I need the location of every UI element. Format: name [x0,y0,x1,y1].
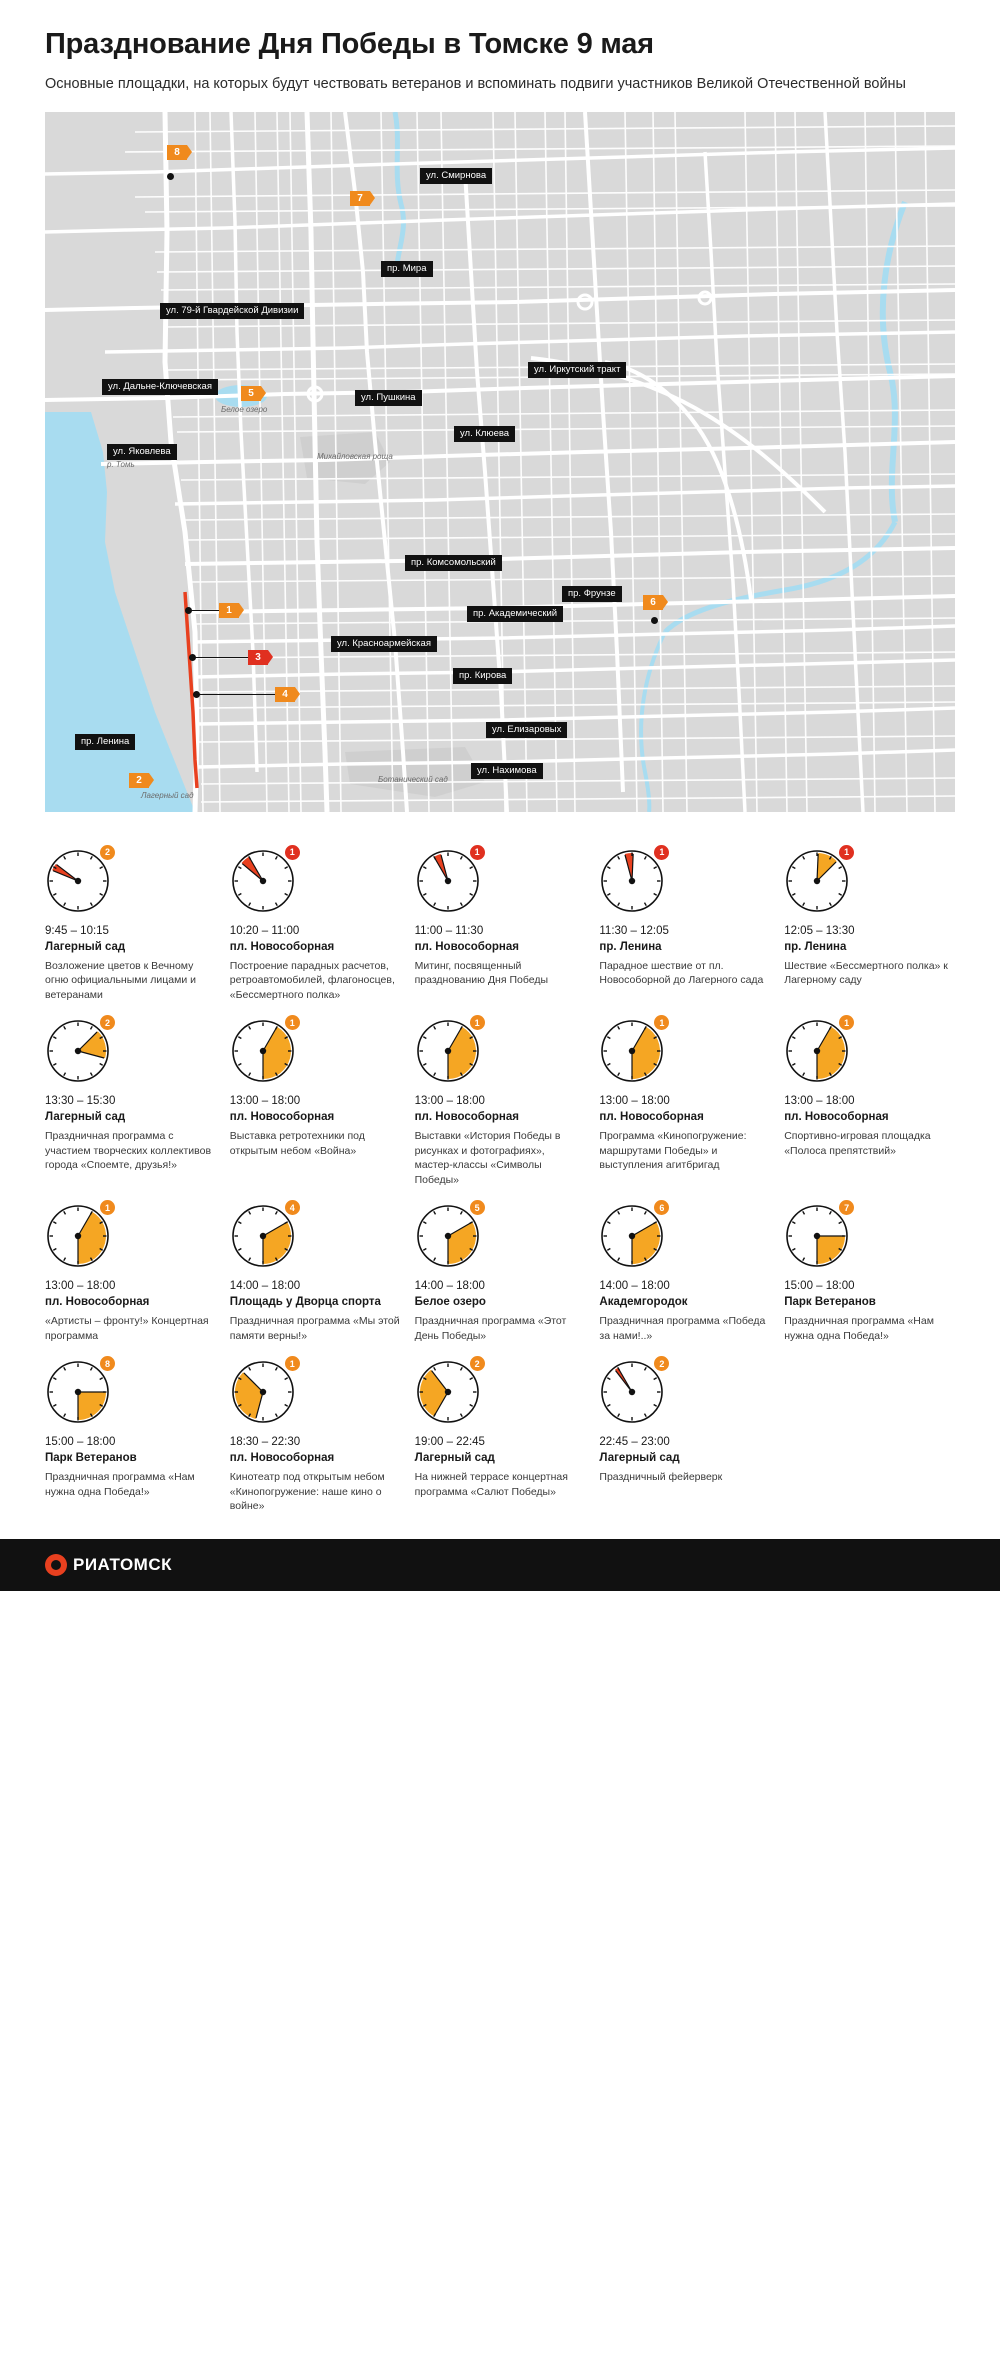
map-label: пр. Кирова [453,668,512,684]
event-location-badge: 1 [839,1015,854,1030]
event-clock [415,1359,481,1425]
map-label: пр. Академический [467,606,563,622]
event-time: 13:30 – 15:30 [45,1095,116,1108]
clock-face-icon [784,1203,850,1269]
map-label: ул. Яковлева [107,444,177,460]
event-description: Возложение цветов к Вечному огню официальными лицами и ветеранами [45,959,196,1001]
event-place: Академгородок [599,1296,688,1309]
event-description: Праздничный фейерверк [599,1471,723,1484]
event-place: пл. Новособорная [784,1111,889,1124]
page-title: Празднование Дня Победы в Томске 9 мая [45,28,654,60]
event-time: 15:00 – 18:00 [784,1280,855,1293]
event-location-badge: 1 [470,1015,485,1030]
event-location-badge: 1 [285,1015,300,1030]
clock-face-icon [45,848,111,914]
event-time: 22:45 – 23:00 [599,1436,670,1449]
clock-face-icon [599,1203,665,1269]
event-card [45,1004,216,1187]
event-clock [599,1203,665,1269]
event-description: Шествие «Бессмертного полка» к Лагерному саду [784,959,948,987]
event-description: Праздничная программа «Нам нужна одна Победа!» [45,1471,195,1498]
event-description: Кинотеатр под открытым небом «Кинопогружение: наше кино о войне» [229,1471,385,1512]
event-location-badge: 1 [285,845,300,860]
event-time: 11:30 – 12:05 [599,924,669,937]
event-description: Праздничная программа «Нам нужна одна Победа!» [784,1315,934,1342]
clock-face-icon [45,1203,111,1269]
event-time: 14:00 – 18:00 [599,1280,670,1293]
event-time: 13:00 – 18:00 [414,1095,485,1108]
map-label: ул. Дальне-Ключевская [102,379,218,395]
clock-face-icon [230,1203,296,1269]
event-description: Спортивно-игровая площадка «Полоса препятствий» [784,1130,931,1157]
event-card [784,834,955,1002]
event-card [230,1345,401,1513]
event-description: Парадное шествие от пл. Новособорной до Лагерного сада [599,959,764,987]
map-place-name: Ботанический сад [378,774,448,784]
event-location-badge: 8 [100,1356,115,1371]
ria-tomsk-logo[interactable] [45,1554,172,1576]
map-label: ул. Красноармейская [331,636,437,652]
event-clock [784,1203,850,1269]
clock-face-icon [415,1359,481,1425]
clock-face-icon [230,848,296,914]
map-dot [651,617,658,624]
event-schedule-grid [45,834,955,1514]
event-time: 19:00 – 22:45 [414,1436,485,1449]
event-place: пр. Ленина [599,940,662,953]
event-clock [415,1018,481,1084]
map-place-name: Белое озеро [221,404,268,414]
map-label: ул. Нахимова [471,763,543,779]
map-connector [193,657,249,658]
event-description: Построение парадных расчетов, ретроавтомобилей, флагоносцев, «Бессмертного полка» [229,959,395,1001]
event-clock [230,1018,296,1084]
event-clock [415,1203,481,1269]
event-card [230,1189,401,1343]
event-clock [45,1018,111,1084]
event-clock [599,848,665,914]
event-clock [599,1018,665,1084]
event-place: пл. Новособорная [229,1452,335,1465]
event-place: Лагерный сад [45,940,126,953]
event-place: Лагерный сад [599,1452,680,1465]
event-location-badge: 1 [654,845,669,860]
event-time: 18:30 – 22:30 [229,1436,301,1449]
event-location-badge: 1 [654,1015,669,1030]
event-location-badge: 7 [839,1200,854,1215]
map-place-name: р. Томь [107,459,135,469]
logo-text: РИАТОМСК [73,1555,172,1575]
map-marker-1[interactable]: 1 [219,603,239,618]
event-card [230,834,401,1002]
event-clock [784,1018,850,1084]
map-place-name: Лагерный сад [141,790,194,800]
event-place: пр. Ленина [784,940,847,953]
event-location-badge: 1 [839,845,854,860]
event-location-badge: 1 [470,845,485,860]
event-clock [230,1203,296,1269]
event-card [415,1345,586,1513]
event-place: пл. Новособорная [414,940,519,953]
event-clock [784,848,850,914]
map-label: пр. Фрунзе [562,586,622,602]
clock-face-icon [415,1018,481,1084]
event-time: 14:00 – 18:00 [229,1280,301,1293]
event-time: 11:00 – 11:30 [414,924,484,937]
clock-face-icon [599,1018,665,1084]
event-place: пл. Новособорная [229,1111,335,1124]
event-time: 15:00 – 18:00 [45,1436,116,1449]
event-time: 13:00 – 18:00 [599,1095,670,1108]
event-description: Праздничная программа «Победа за нами!..» [599,1315,766,1342]
event-place: пл. Новособорная [599,1111,704,1124]
event-card [230,1004,401,1187]
event-card [599,1345,770,1513]
event-description: Митинг, посвященный празднованию Дня Победы [414,959,549,987]
event-location-badge: 2 [100,1015,115,1030]
clock-face-icon [230,1018,296,1084]
header [45,0,955,95]
map-label: пр. Ленина [75,734,135,750]
map-marker-6[interactable]: 6 [643,595,663,610]
event-location-badge: 5 [470,1200,485,1215]
event-description: Выставка ретротехники под открытым небом «Война» [229,1130,365,1157]
map-label: ул. Елизаровых [486,722,567,738]
map-place-name: Михайловская роща [317,451,393,461]
map-marker-8[interactable]: 8 [167,145,187,160]
event-location-badge: 6 [654,1200,669,1215]
event-place: пл. Новособорная [229,940,335,953]
event-description: «Артисты – фронту!» Концертная программа [45,1315,209,1342]
map-label: ул. Иркутский тракт [528,362,626,378]
event-description: Праздничная программа с участием творческих коллективов города «Споемте, друзья!» [45,1130,212,1172]
clock-face-icon [415,1203,481,1269]
clock-face-icon [45,1018,111,1084]
event-card [45,1189,216,1343]
event-time: 14:00 – 18:00 [414,1280,485,1293]
event-time: 13:00 – 18:00 [784,1095,855,1108]
map-marker-4[interactable]: 4 [275,687,295,702]
map-label: ул. Клюева [454,426,515,442]
logo-mark-icon [45,1554,67,1576]
event-place: пл. Новособорная [414,1111,519,1124]
event-description: Праздничная программа «Этот День Победы» [414,1315,567,1342]
map-connector [189,610,221,611]
event-card [599,1004,770,1187]
clock-face-icon [415,848,481,914]
event-card [784,1189,955,1343]
map-graphics [45,112,955,812]
clock-face-icon [230,1359,296,1425]
event-time: 12:05 – 13:30 [784,924,855,937]
event-clock [45,1359,111,1425]
event-description: Программа «Кинопогружение: маршрутами Победы» и выступления агитбригад [599,1130,747,1172]
footer [0,1539,1000,1591]
clock-face-icon [45,1359,111,1425]
event-card [45,1345,216,1513]
map-connector [197,694,277,695]
map-label: ул. Смирнова [420,168,492,184]
event-place: Белое озеро [414,1296,486,1309]
clock-face-icon [784,1018,850,1084]
event-description: Выставки «История Победы в рисунках и фотографиях», мастер-классы «Символы Победы» [414,1130,561,1186]
map-dot [167,173,174,180]
event-card [415,1189,586,1343]
event-place: Лагерный сад [45,1111,126,1124]
map-marker-7[interactable]: 7 [350,191,370,206]
map-marker-2[interactable]: 2 [129,773,149,788]
event-card [599,1189,770,1343]
event-clock [415,848,481,914]
event-clock [230,848,296,914]
page-subtitle: Основные площадки, на которых будут чествовать ветеранов и вспоминать подвиги участников Великой Отечественной войны [45,76,906,93]
map-label: ул. 79-й Гвардейской Дивизии [160,303,304,319]
event-card [599,834,770,1002]
event-time: 13:00 – 18:00 [45,1280,116,1293]
event-location-badge: 2 [470,1356,485,1371]
event-time: 10:20 – 11:00 [229,924,300,937]
event-clock [599,1359,665,1425]
event-place: пл. Новособорная [45,1296,150,1309]
map-label: пр. Мира [381,261,433,277]
event-clock [230,1359,296,1425]
city-map[interactable] [45,112,955,812]
event-clock [45,848,111,914]
event-card [784,1004,955,1187]
event-location-badge: 1 [100,1200,115,1215]
map-marker-5[interactable]: 5 [241,386,261,401]
event-place: Лагерный сад [414,1452,495,1465]
event-location-badge: 4 [285,1200,300,1215]
event-description: Праздничная программа «Мы этой памяти верны!» [229,1315,400,1342]
event-card [415,834,586,1002]
event-place: Парк Ветеранов [45,1452,137,1465]
event-clock [45,1203,111,1269]
event-place: Площадь у Дворца спорта [229,1296,381,1309]
event-location-badge: 1 [285,1356,300,1371]
event-time: 9:45 – 10:15 [45,924,109,937]
event-card [45,834,216,1002]
map-label: пр. Комсомольский [405,555,502,571]
event-place: Парк Ветеранов [784,1296,876,1309]
event-location-badge: 2 [654,1356,669,1371]
map-marker-3[interactable]: 3 [248,650,268,665]
event-description: На нижней террасе концертная программа «Салют Победы» [414,1471,568,1498]
event-time: 13:00 – 18:00 [229,1095,301,1108]
event-card [415,1004,586,1187]
event-location-badge: 2 [100,845,115,860]
map-label: ул. Пушкина [355,390,422,406]
